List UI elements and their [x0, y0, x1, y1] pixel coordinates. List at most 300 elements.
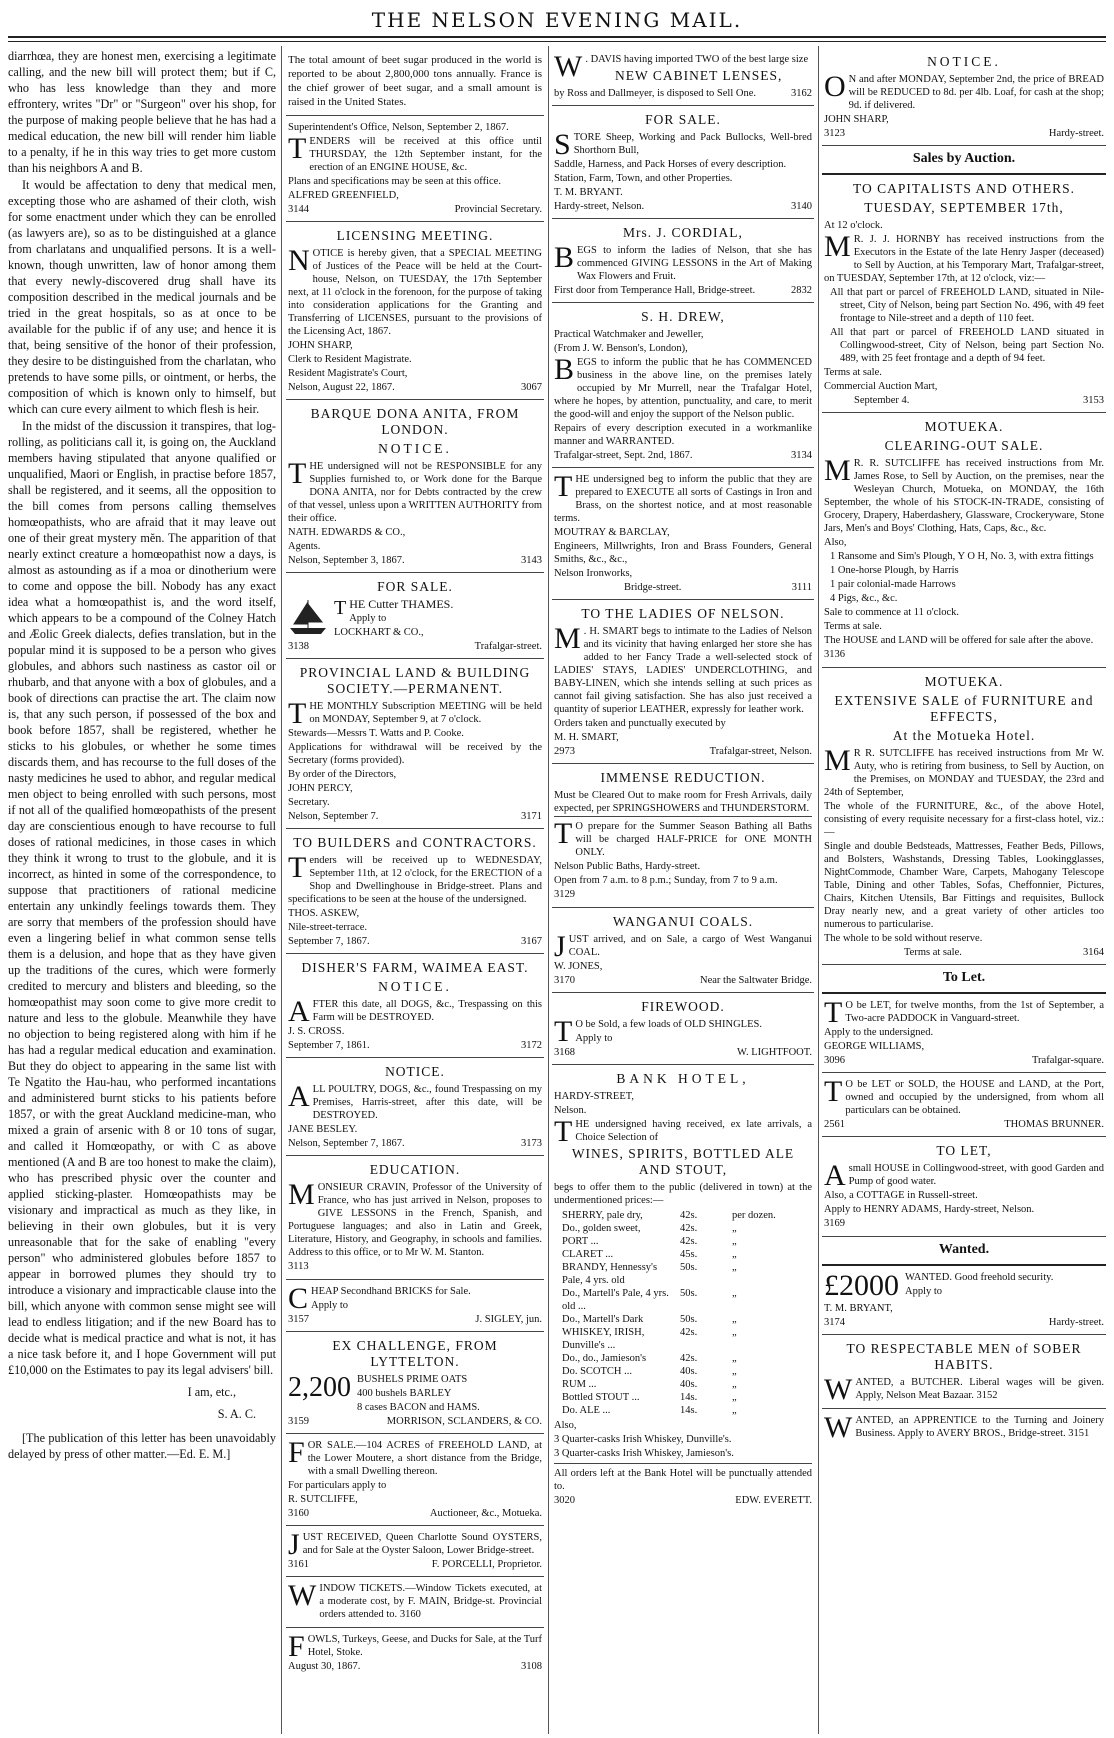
text-line: A [824, 1159, 846, 1192]
text-line: FOR SALE. [377, 579, 453, 594]
text-line: FTER this date, all DOGS, &c., Trespassing on this Farm will be DESTROYED. [312, 999, 542, 1023]
text-line: LOCKHART & CO., [334, 627, 424, 638]
text-line: EXTENSIVE SALE of FURNITURE and EFFECTS, [834, 693, 1094, 724]
text-line: 45s. [680, 1249, 698, 1260]
text-line: August 30, 1867. [288, 1661, 361, 1672]
text-line: 2973 [554, 746, 575, 757]
text-line: Terms at sale. [824, 367, 882, 378]
text-line: 42s. [680, 1353, 698, 1364]
text-line: PORT ... [562, 1236, 599, 1247]
text-line: MOUTRAY & BARCLAY, [554, 527, 670, 538]
text-line: M [824, 230, 851, 263]
text-line: Hardy-street. [1048, 128, 1104, 139]
cutter-sale-ad [286, 573, 544, 659]
text-line: WINES, SPIRITS, BOTTLED ALE AND STOUT, [571, 1146, 795, 1177]
text-line: 3134 [791, 450, 812, 461]
cordial-lessons-ad [552, 219, 814, 303]
text-line: Mrs. J. CORDIAL, [623, 225, 743, 240]
text-line: GEORGE WILLIAMS, [824, 1041, 925, 1052]
text-line: 42s. [680, 1236, 698, 1247]
text-line: TO LET, [936, 1143, 992, 1158]
text-line: . H. SMART begs to intimate to the Ladies of Nelson and its vicinity that having enlarged her store she has added to her Fancy Trade a well-selected stock of LADIES' STAYS, LADIES' UNDERCLOTHING, and BABY-LINEN, which she intends selling at such prices as cannot fail giving satisfaction. She has also just received a quantity of superior LEATHER, expressly for leather work. [554, 626, 812, 715]
text-line: 3161 [288, 1559, 309, 1570]
text-line: Terms at sale. [904, 947, 962, 958]
text-line: TO CAPITALISTS AND OTHERS. [853, 181, 1075, 196]
text-line: A [288, 1080, 310, 1113]
text-line: HE MONTHLY Subscription MEETING will be held on MONDAY, September 9, at 7 o'clock. [309, 701, 542, 725]
text-line: HE undersigned will not be RESPONSIBLE for any Supplies furnished to, or Work done for the Barque DONA ANITA, nor for Debts contracted by the crew of that vessel, unless upon a WRITTEN AUTHORITY from their office. [288, 461, 542, 524]
text-line: 3111 [791, 582, 812, 593]
text-line: „ [732, 1327, 737, 1338]
text-line: MOTUEKA. [924, 674, 1004, 689]
licensing-meeting-ad [286, 222, 544, 400]
text-line: R. R. SUTCLIFFE has received instructions from Mr. James Rose, to Sell by Auction, on the premises, near the Wesleyan Church, Motueka, on MONDAY, the 16th September, the whole of his STOCK-IN-TRADE, consisting of Grocery, Drapery, Haberdashery, Glassware, Crockeryware, Stone Jars, Men's and Boys' Clothing, Hats, Caps, &c., &c. [824, 458, 1104, 534]
text-line: T [824, 1075, 843, 1108]
text-line: September 7, 1861. [288, 1040, 370, 1051]
text-line: T [554, 1115, 573, 1148]
bank-hotel-ad [552, 1065, 814, 1512]
text-line: The whole of the FURNITURE, &c., of the above Hotel, consisting of every requisite necessary for a first-class hotel, viz.:— [824, 801, 1104, 838]
text-line: Open from 7 a.m. to 8 p.m.; Sunday, from 7 to 9 a.m. [554, 875, 778, 886]
text-line: Nelson Ironworks, [554, 568, 633, 579]
price-list [562, 1209, 812, 1417]
ads-column-3 [552, 48, 814, 1732]
text-line: Do., Martell's Pale, 4 yrs. old ... [562, 1288, 669, 1312]
barque-notice-ad [286, 400, 544, 573]
text-line: EGS to inform the public that he has COMMENCED business in the above line, on the premises lately occupied by Mr Murrell, near the Trafalgar Hotel, where he hopes, by attention, punctuality, and care, to merit the good-will and enjoy the support of the Nelson public. [554, 357, 812, 420]
text-line: At the Motueka Hotel. [892, 728, 1036, 743]
text-line: HE undersigned beg to inform the public that they are prepared to EXECUTE all sorts of Castings in Iron and Brass, on the shortest notice, and at most reasonable terms. [554, 474, 812, 524]
beet-sugar-paragraph [286, 48, 544, 116]
text-line: R. J. J. HORNBY has received instructions from the Executors in the Estate of the late Henry Jasper (deceased) to Sell by Auction, at his Temporary Mart, Trafalgar-street, on TUESDAY, September 17th, at 12 o'clock, viz:— [824, 234, 1104, 284]
text-line: J. SIGLEY, jun. [475, 1314, 542, 1325]
text-line: F. PORCELLI, Proprietor. [431, 1559, 542, 1570]
text-line: T [554, 1015, 573, 1048]
text-line: TO THE LADIES OF NELSON. [581, 606, 785, 621]
text-line: HE undersigned having received, ex late arrivals, a Choice Selection of [575, 1119, 812, 1143]
text-line: Trafalgar-street, Sept. 2nd, 1867. [554, 450, 693, 461]
masthead: THE NELSON EVENING MAIL. [371, 8, 743, 32]
builders-contractors-ad [286, 829, 544, 954]
poultry-notice-ad [286, 1058, 544, 1156]
text-line: „ [732, 1314, 737, 1325]
text-line: Do., do., Jamieson's [562, 1353, 647, 1364]
fowls-ad [286, 1628, 544, 1678]
sales-by-auction-heading [822, 146, 1106, 175]
education-ad [286, 1156, 544, 1280]
text-line: TO BUILDERS and CONTRACTORS. [293, 835, 537, 850]
text-line: 50s. [680, 1288, 698, 1299]
text-line: CLARET ... [562, 1249, 614, 1260]
bricks-ad [286, 1280, 544, 1332]
two-thousand-pounds-ad [822, 1266, 1106, 1335]
text-line: per dozen. [732, 1210, 776, 1221]
text-line: M [824, 744, 851, 777]
cabinet-lenses-ad [552, 48, 814, 106]
text-line: 1 pair colonial-made Harrows [830, 579, 956, 590]
text-line: Terms at sale. [824, 621, 882, 632]
editor-note: [The publication of this letter has been unavoidably delayed by press of other matter.—Ed. E. M.] [8, 1431, 276, 1461]
text-line: INDOW TICKETS.—Window Tickets executed, at a moderate cost, by F. MAIN, Bridge-st. Provincial orders attended to. [319, 1583, 542, 1620]
text-line: TORE Sheep, Working and Pack Bullocks, Well-bred Shorthorn Bull, [573, 132, 812, 156]
text-line: T [334, 597, 347, 619]
text-line: TUESDAY, SEPTEMBER 17th, [864, 200, 1064, 215]
text-line: enders will be received up to WEDNESDAY, September 11th, at 12 o'clock, for the ERECTION of a Shop and Dwellinghouse in Bridge-street. Plans and specifications to be seen at the house of the undersigned. [288, 855, 542, 905]
text-line: 3108 [521, 1661, 542, 1672]
text-line: N [288, 244, 310, 277]
text-line: „ [732, 1366, 737, 1377]
capitalists-auction-ad [822, 175, 1106, 413]
text-line: Nelson, September 7, 1867. [288, 1138, 405, 1149]
text-line: J [554, 930, 566, 963]
text-line: NOTICE. [378, 979, 452, 994]
text-line: 3020 [554, 1495, 575, 1506]
text-line: Do., Martell's Dark [562, 1314, 644, 1325]
text-line: 1 One-horse Plough, by Harris [830, 565, 959, 576]
text-line: MORRISON, SCLANDERS, & CO. [386, 1416, 542, 1427]
text-line: DISHER'S FARM, WAIMEA EAST. [301, 960, 529, 975]
text-line: 50s. [680, 1262, 698, 1273]
text-line: 3174 [824, 1317, 845, 1328]
text-line: T [288, 851, 307, 884]
text-line: J. S. CROSS. [288, 1026, 345, 1037]
text-line: Trafalgar-square. [1032, 1055, 1104, 1066]
text-line: WANTED. Good freehold security. [905, 1272, 1054, 1283]
text-line: 3067 [521, 382, 542, 393]
text-line: ONSIEUR CRAVIN, Professor of the University of France, who has just arrived in Nelson, proposes to GIVE LESSONS in the French, Spanish, and Portuguese languages; and also in Latin and Greek, Literature, History, and Geography, in schools and families. Address to this office, or to Mr W. M. Stanton. [288, 1182, 542, 1258]
text-line: Nelson, August 22, 1867. [288, 382, 395, 393]
text-line: THOS. ASKEW, [288, 908, 360, 919]
text-line: 3151 [1068, 1428, 1090, 1439]
text-line: 3167 [521, 936, 542, 947]
text-line: To Let. [942, 970, 986, 985]
ads-column-4 [822, 48, 1106, 1732]
letter-column [8, 48, 276, 1732]
bread-notice-ad [822, 48, 1106, 146]
text-line: Do. SCOTCH ... [562, 1366, 633, 1377]
text-line: Provincial Secretary. [454, 204, 542, 215]
text-line: „ [732, 1288, 737, 1299]
text-line: small HOUSE in Collingwood-street, with good Garden and Pump of good water. [848, 1163, 1104, 1187]
immense-reduction-ad [552, 764, 814, 908]
text-line: MOTUEKA. [924, 419, 1004, 434]
text-line: 3113 [288, 1261, 309, 1272]
text-line: ANTED, a BUTCHER. Liberal wages will be given. Apply, Nelson Meat Bazaar. [855, 1377, 1104, 1401]
text-line: WHISKEY, IRISH, Dunville's ... [562, 1327, 645, 1351]
text-line: 3162 [791, 88, 812, 99]
text-line: A [288, 995, 310, 1028]
text-line: WANGANUI COALS. [612, 914, 754, 929]
text-line: W. LIGHTFOOT. [737, 1047, 812, 1058]
text-line: F [288, 1436, 305, 1469]
text-line: „ [732, 1392, 737, 1403]
text-line: B [554, 353, 575, 386]
text-line: UST RECEIVED, Queen Charlotte Sound OYSTERS, and for Sale at the Oyster Saloon, Lower Bridge-street. [302, 1532, 542, 1556]
ads-column-2 [286, 48, 544, 1732]
text-line: 3159 [288, 1416, 309, 1427]
text-line: Must be Cleared Out to make room for Fresh Arrivals, daily expected, per SPRINGSHOWERS and THUNDERSTORM. [554, 790, 812, 814]
store-sheep-ad [552, 106, 814, 219]
text-line: 3171 [521, 811, 542, 822]
text-line: HE Cutter THAMES. [349, 597, 454, 611]
text-line: Applications for withdrawal will be received by the Secretary (forms provided). [288, 742, 542, 766]
text-line: RUM ... [562, 1379, 597, 1390]
text-line: W [288, 1579, 317, 1612]
text-line: O be LET or SOLD, the HOUSE and LAND, at the Port, owned and occupied by the undersigned, from whom all particulars can be obtained. [845, 1079, 1104, 1116]
firewood-ad [552, 993, 814, 1065]
text-line: Commercial Auction Mart, [824, 381, 938, 392]
text-line: Hardy-street, Nelson. [554, 201, 645, 212]
text-line: 3169 [824, 1218, 845, 1229]
text-line: Single and double Bedsteads, Mattresses, Feather Beds, Pillows, and Bolsters, Washstands, Dressing Tables, Lookingglasses, NightCommode, Chamber Ware, Carpets, Mahogany Telescope Table, Dining and other Tables, Sofas, Cheffonnier, Pictures, Chairs, Kitchen Utensils, Bar Fittings and requisites, Bullock Dray nearly new, and a great variety of other articles too numerous to particularise. [824, 841, 1104, 930]
text-line: Apply to [311, 1300, 349, 1311]
column-divider [548, 46, 549, 1734]
text-line: BUSHELS PRIME OATS [357, 1374, 468, 1385]
house-to-let-ad [822, 1137, 1106, 1237]
text-line: All that part or parcel of FREEHOLD LAND situated in Collingwood-street, City of Nelson, being part Section No. 489, with 25 feet frontage and a depth of 94 feet. [830, 327, 1104, 364]
text-line: T. M. BRYANT. [554, 187, 623, 198]
text-line: R. SUTCLIFFE, [288, 1494, 358, 1505]
text-line: TO RESPECTABLE MEN of SOBER HABITS. [846, 1341, 1082, 1372]
text-line: 3129 [554, 889, 575, 900]
text-line: 8 cases BACON and HAMS. [357, 1402, 480, 1413]
text-line: Practical Watchmaker and Jeweller, [554, 329, 704, 340]
text-line: T. M. BRYANT, [824, 1303, 893, 1314]
text-line: Sale to commence at 11 o'clock. [824, 607, 960, 618]
letter-closing: I am, etc., [187, 1385, 236, 1399]
text-line: £2000 [824, 1269, 899, 1302]
letter-paragraph: In the midst of the discussion it transpires, that log-rolling, as politicians call it, is going on, the Auckland members having stipulated that anyone qualified or unqualified, Maori or English, in practise before 1857, shall be registered, and it seems, all the opposition to the bill comes from persons calling themselves homœopathists, who are afraid that it may leave out one of their great mystery mĕn. The apparition of that nearly extinct creature a homœopathist now a days, is almost as astounding as if a moa or dinotherium were to come and oppose the bill. Nobody has any exact idea what a homœopathist is, and the word itself, which appears to be a compound of the Colney Hatch and Æolic Greek dialects, defies translation, but in the popular mind it is supposed to be a person who gives globules, and abhors such nastiness as castor oil or rhubarb, and that anyone with a box of globules, and a book of directions can practise the art. The claim now is, that any such person, if possessed of the box and book before 1857, shall be registered, whether he sticks to his globules, or whether he some times discards them, and has recourse to the full doses of the nasty medicines he used to abhor, and regular medical men object to being enrolled with such persons, most if not all of the qualified homœopathists of the present day are conscientious enough to have recourse to full doses of rational medicines, in those cases in which they think it wrong to trust to the globule, and it is incorrect, as hinted in some of the correspondence, to suppose that practitioners of rational medicine entertain any unkindly feelings towards them. They are sorry that members of the profession should have even a lingering belief in what common sense tells them is a delusion, and hope that as they have given up the traditions of the cures, which were formerly credited to mercury and blisters and bleeding, so the homœopathist may soon come to give more credit to nature and less to the globule. Meanwhile they have no objection to being registered along with him if he has had a regular medical education and examination. But they do object to appearing in the same list with Te Ngatito the Hau-hau, who performed incantations and administered burnt sticks to his patients before 1857, or with the great Auckland medicine-man, who mixed a grain of arsenic with 8 or 10 tons of sugar, and called it Homœopathy, or with C as above mentioned (A and B are too honest to make the claim), who has prescribed physic over the counter and applied sticking-plaster. Homœopathists may be visionary and impractical as much as they like, in believing in their own globules, but it is very unreasonable that for the sake of enabling "every person" who administered globules before 1857 to appear in borrowed plumes they should try to introduce a visionary and impracticable clause into the bill, which anyone with common sense might see will lead to endless litigation; and if the new Board has to decide what is medical practice and what is not, it has a nice task before it, and I hope Government will put £10,000 on the Estimates to pay its legal advisers' bill. [8, 419, 276, 1377]
text-line: W [824, 1411, 853, 1444]
text-line: Also, a COTTAGE in Russell-street. [824, 1190, 978, 1201]
text-line: Auctioneer, &c., Motueka. [429, 1508, 542, 1519]
text-line: OR SALE.—104 ACRES of FREEHOLD LAND, at the Lower Moutere, a short distance from the Bridge, with a small Dwelling thereon. [307, 1440, 542, 1477]
text-line: For particulars apply to [288, 1480, 387, 1491]
text-line: . DAVIS having imported TWO of the best large size [585, 54, 809, 65]
text-line: CLEARING-OUT SALE. [884, 438, 1044, 453]
letter-signature: S. A. C. [217, 1407, 256, 1421]
text-line: EDUCATION. [369, 1162, 461, 1177]
text-line: „ [732, 1236, 737, 1247]
text-line: Saddle, Harness, and Pack Horses of every description. [554, 159, 787, 170]
apprentice-wanted-ad [822, 1409, 1106, 1446]
text-line: W [554, 50, 583, 83]
text-line: „ [732, 1405, 737, 1416]
tender-notice [286, 116, 544, 222]
text-line: JOHN SHARP, [288, 340, 353, 351]
text-line: PROVINCIAL LAND & BUILDING SOCIETY.—PERMANENT. [299, 665, 531, 696]
ladies-of-nelson-ad [552, 600, 814, 764]
text-line: SHERRY, pale dry, [562, 1210, 643, 1221]
text-line: 3 Quarter-casks Irish Whiskey, Jamieson's. [554, 1448, 734, 1459]
text-line: 3153 [1083, 395, 1104, 406]
text-line: NATH. EDWARDS & CO., [288, 527, 406, 538]
text-line: Also, [824, 537, 847, 548]
text-line: September 7, 1867. [288, 936, 370, 947]
text-line: Apply to HENRY ADAMS, Hardy-street, Nelson. [824, 1204, 1035, 1215]
drew-watchmaker-ad [552, 303, 814, 468]
text-line: Clerk to Resident Magistrate. [288, 354, 412, 365]
text-line: 3157 [288, 1314, 309, 1325]
text-line: Orders taken and punctually executed by [554, 718, 726, 729]
text-line: begs to offer them to the public (delivered in town) at the undermentioned prices:— [554, 1182, 812, 1206]
text-line: C [288, 1282, 309, 1315]
top-rule [8, 36, 1106, 38]
text-line: 3152 [976, 1390, 998, 1401]
text-line: OWLS, Turkeys, Geese, and Ducks for Sale, at the Turf Hotel, Stoke. [307, 1634, 542, 1658]
text-line: Superintendent's Office, Nelson, September 2, 1867. [288, 122, 509, 133]
text-line: ALFRED GREENFIELD, [288, 190, 399, 201]
top-rule-thin [8, 41, 1106, 42]
text-line: S [554, 128, 571, 161]
text-line: Nelson Public Baths, Hardy-street. [554, 861, 701, 872]
text-line: JOHN PERCY, [288, 783, 353, 794]
text-line: BANK HOTEL, [616, 1071, 750, 1086]
text-line: FIREWOOD. [641, 999, 725, 1014]
text-line: EGS to inform the ladies of Nelson, that she has commenced GIVING LESSONS in the Art of Making Wax Flowers and Fruit. [577, 245, 812, 282]
text-line: Nelson, September 3, 1867. [288, 555, 405, 566]
text-line: Also, [554, 1420, 577, 1431]
text-line: 2561 [824, 1119, 845, 1130]
text-line: 3136 [824, 649, 845, 660]
text-line: 3123 [824, 128, 845, 139]
text-line: By order of the Directors, [288, 769, 397, 780]
text-line: 3 Quarter-casks Irish Whiskey, Dunville's. [554, 1434, 732, 1445]
text-line: Apply to [575, 1033, 613, 1044]
text-line: J [288, 1528, 300, 1561]
text-line: LICENSING MEETING. [336, 228, 494, 243]
text-line: Trafalgar-street. [474, 641, 542, 652]
column-divider [818, 46, 819, 1734]
text-line: W [824, 1373, 853, 1406]
text-line: At 12 o'clock. [824, 220, 883, 231]
text-line: The total amount of beet sugar produced in the world is reported to be about 2,800,000 tons annually. France is the chief grower of beet sugar, and a small amount is raised in the United States. [288, 54, 542, 108]
text-line: „ [732, 1379, 737, 1390]
text-line: 3160 [288, 1508, 309, 1519]
text-line: Trafalgar-street, Nelson. [709, 746, 812, 757]
text-line: T [554, 817, 573, 850]
text-line: OTICE is hereby given, that a SPECIAL MEETING of Justices of the Peace will be held at the Court-house, Nelson, on TUESDAY, the 17th September next, at 11 o'clock in the forenoon, for the purpose of taking into consideration applications for the Granting and Transferring of LICENSES, pursuant to the provisions of the Licensing Act, 1867. [288, 248, 542, 337]
text-line: Stewards—Messrs T. Watts and P. Cooke. [288, 728, 464, 739]
text-line: Nelson, September 7. [288, 811, 379, 822]
text-line: 1 Ransome and Sim's Plough, Y O H, No. 3, with extra fittings [830, 551, 1094, 562]
text-line: O [824, 70, 846, 103]
text-line: Resident Magistrate's Court, [288, 368, 408, 379]
text-line: September 4. [854, 395, 910, 406]
text-line: Bottled STOUT ... [562, 1392, 640, 1403]
text-line: Nelson. [554, 1105, 587, 1116]
text-line: 3096 [824, 1055, 845, 1066]
text-line: The whole to be sold without reserve. [824, 933, 983, 944]
text-line: 42s. [680, 1210, 698, 1221]
text-line: Sales by Auction. [912, 151, 1016, 166]
text-line: T [288, 697, 307, 730]
wanganui-coals-ad [552, 908, 814, 993]
text-line: NEW CABINET LENSES, [614, 68, 783, 83]
column-divider [281, 46, 282, 1734]
motueka-clearing-sale-ad [822, 413, 1106, 668]
text-line: O be Sold, a few loads of OLD SHINGLES. [575, 1019, 762, 1030]
freehold-land-ad [286, 1434, 544, 1526]
text-line: Do. ALE ... [562, 1405, 611, 1416]
text-line: Agents. [288, 541, 321, 552]
text-line: BARQUE DONA ANITA, FROM LONDON. [310, 406, 520, 437]
text-line: All that part or parcel of FREEHOLD LAND, situated in Nile-street, City of Nelson, being part Section No. 496, with 49 feet frontage to Nile-street and a depth of 110 feet. [830, 287, 1104, 324]
text-line: Plans and specifications may be seen at this office. [288, 176, 501, 187]
text-line: Nile-street-terrace. [288, 922, 367, 933]
text-line: 2,200 [288, 1372, 351, 1403]
butcher-wanted-ad [822, 1335, 1106, 1409]
text-line: Wanted. [938, 1242, 990, 1257]
text-line: 3144 [288, 204, 309, 215]
text-line: 42s. [680, 1327, 698, 1338]
text-line: 3173 [521, 1138, 542, 1149]
text-line: Bridge-street. [624, 582, 682, 593]
text-line: NOTICE. [927, 54, 1001, 69]
text-line: 3172 [521, 1040, 542, 1051]
text-line: F [288, 1630, 305, 1663]
text-line: 3168 [554, 1047, 575, 1058]
text-line: 2832 [791, 285, 812, 296]
text-line: FOR SALE. [645, 112, 721, 127]
text-line: T [288, 457, 307, 490]
text-line: UST arrived, and on Sale, a cargo of West Wanganui COAL. [568, 934, 812, 958]
to-let-heading [822, 965, 1106, 994]
text-line: „ [732, 1353, 737, 1364]
text-line: 3160 [399, 1609, 421, 1620]
text-line: Do., golden sweet, [562, 1223, 641, 1234]
letter-paragraph: It would be affectation to deny that medical men, excepting those who are ashamed of their cloth, wish for some enactment under which they can be enrolled (as lawyers are), so as to be distinguished at a glance from charlatans and unqualified persons. It is a well-known, though unwritten, law of honor among them that every newly-discovered drug shall have its composition described in the medical journals and be tried in the great hospitals, so as at once to be available for the public if of any use; and hence it is that, being sensitive of the honor of their profession, they desire to be distinguished from the charlatan, who pretends to have some pills, or ointment, or herbs, the composition of which is known only to himself, but which can cure every ailment to which flesh is heir. [8, 178, 276, 416]
text-line: N and after MONDAY, September 2nd, the price of BREAD will be REDUCED to 8d. per 4lb. Loaf, for cash at the shop; 9d. if delivered. [848, 74, 1104, 111]
text-line: O be LET, for twelve months, from the 1st of September, a Two-acre PADDOCK in Vanguard-street. [845, 1000, 1104, 1024]
paddock-to-let-ad [822, 994, 1106, 1073]
provincial-society-ad [286, 659, 544, 829]
text-line: All orders left at the Bank Hotel will be punctually attended to. [554, 1463, 812, 1493]
text-line: 3170 [554, 975, 575, 986]
text-line: „ [732, 1249, 737, 1260]
text-line: 3138 [288, 641, 309, 652]
text-line: 40s. [680, 1379, 698, 1390]
text-line: 50s. [680, 1314, 698, 1325]
text-line: M. H. SMART, [554, 732, 619, 743]
text-line: NOTICE. [378, 441, 452, 456]
text-line: R R. SUTCLIFFE has received instructions from Mr W. Auty, who is retiring from business, to Sell by Auction, on the Premises, on MONDAY and TUESDAY, the 23rd and 24th of September, [824, 748, 1104, 798]
text-line: S. H. DREW, [641, 309, 725, 324]
text-line: First door from Temperance Hall, Bridge-street. [554, 285, 756, 296]
letter-paragraph: diarrhœa, they are honest men, exercising a legitimate calling, and the new bill will protect them; but if C, who has less knowledge than they and more effrontery, writes "Dr" or "Surgeon" over his shop, for the purpose of making people believe that he has had a medical education, the new bill will render him liable to a penalty, if he in this way tries to get more custom than his neighbors A and B. [8, 49, 276, 175]
text-line: M [554, 622, 581, 655]
text-line: JANE BESLEY. [288, 1124, 358, 1135]
text-line: LL POULTRY, DOGS, &c., found Trespassing on my Premises, Harris-street, after this date, will be DESTROYED. [312, 1084, 542, 1121]
text-line: T [824, 996, 843, 1029]
text-line: EX CHALLENGE, FROM LYTTELTON. [332, 1338, 498, 1369]
text-line: 3164 [1083, 947, 1104, 958]
brunner-house-ad [822, 1073, 1106, 1137]
moutray-barclay-ad [552, 468, 814, 600]
motueka-furniture-sale-ad [822, 668, 1106, 965]
text-line: Apply to [349, 613, 387, 624]
text-line: Secretary. [288, 797, 330, 808]
text-line: 42s. [680, 1223, 698, 1234]
text-line: 14s. [680, 1405, 698, 1416]
text-line: Apply to [905, 1286, 943, 1297]
text-line: W. JONES, [554, 961, 603, 972]
text-line: Hardy-street. [1048, 1317, 1104, 1328]
text-line: O prepare for the Summer Season Bathing all Baths will be charged HALF-PRICE for ONE MONTH ONLY. [575, 821, 812, 858]
text-line: 14s. [680, 1392, 698, 1403]
text-line: (From J. W. Benson's, London), [554, 343, 688, 354]
text-line: Apply to the undersigned. [824, 1027, 934, 1038]
